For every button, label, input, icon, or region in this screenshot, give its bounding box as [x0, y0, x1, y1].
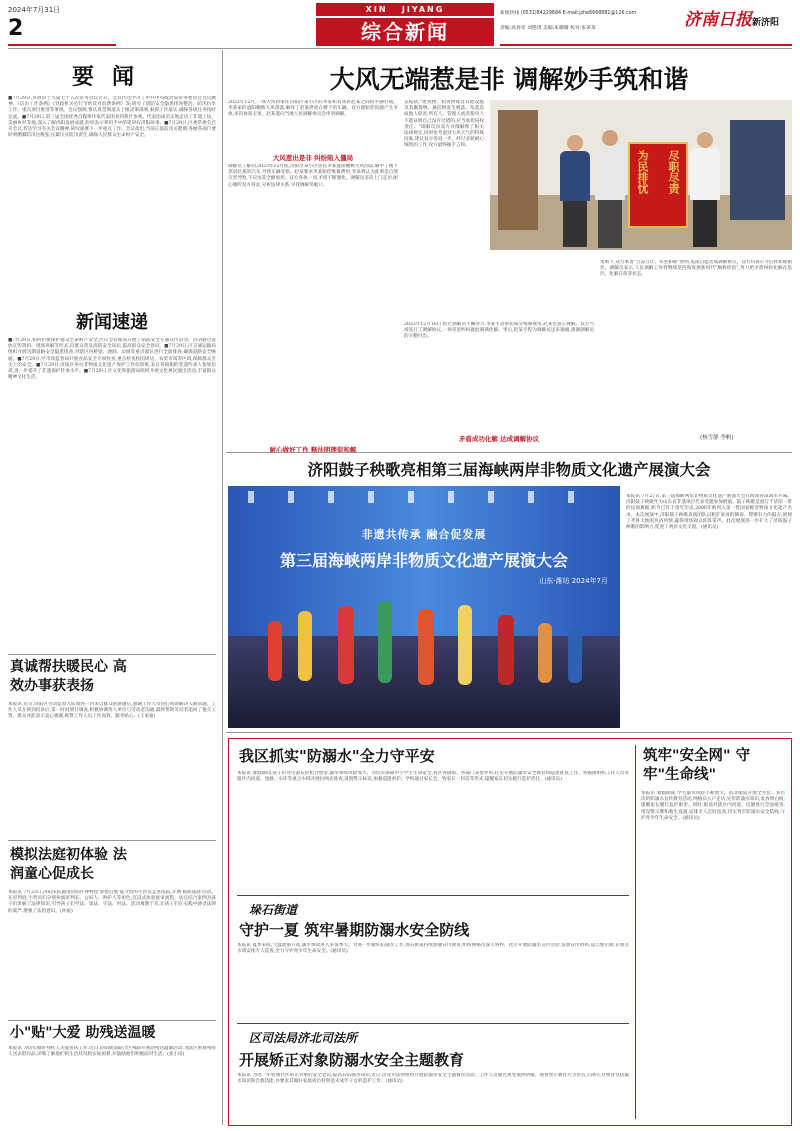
- fangni-text: 本报讯 暑假期间,孩子们外出游玩的机会增多,溺水事故风险加大。为切实保障中小学生生命安全,我区各镇街、各部门多措并举,扎实开展防溺水安全教育和隐患排查工作。各镇街组织工作人员对辖区内河道、池塘、水库等重点水域开展拉网式排查,设置警示标识,加强巡逻看护。学校通过家长会、致家长一封信等形式,提醒家长切实履行监护责任。(通讯员): [237, 771, 629, 783]
- main-divider-1: [226, 452, 792, 453]
- stage-lights: [248, 491, 600, 503]
- person-1: [560, 135, 590, 247]
- section-title: 综合新闻: [361, 20, 449, 44]
- fayuan-headline: 开展矫正对象防溺水安全主题教育: [239, 1051, 465, 1069]
- left-divider-3: [8, 1020, 216, 1021]
- left-divider-2: [8, 840, 216, 841]
- left-column: [8, 50, 216, 1125]
- yaowen-title: 要闻: [71, 64, 152, 90]
- stage-banner-top: 非遗共传承 融合促发展: [361, 528, 487, 541]
- page-number: 2: [8, 16, 24, 41]
- fayuan-text: 本报讯 为进一步加强社区矫正对象的安全意识,提高其防溺水知识,近日,济北司法所组织开展防溺水安全主题教育活动。工作人员通过典型案例讲解、观看警示教育片等形式,向矫正对象普及防溺水知识和自救技能,并要求其做好家庭成员特别是未成年子女的监护工作。(通讯员): [237, 1073, 629, 1085]
- article-author: (杨雪静 李帆): [700, 435, 734, 441]
- article-text-1: 2023年12月,一场大风将家住济阳区某小区的李某和其邻居赵某之间的平静打破。李某家的遮阳棚被大风刮落,砸坏了赵某停放在楼下的车辆。双方就赔偿问题产生争执,多次协商无果。赵某遂向当地人民调解委员会申请调解。: [228, 100, 398, 118]
- mediation-photo: [490, 100, 792, 250]
- right-headline: 筑牢"安全网" 守牢"生命线": [643, 748, 751, 783]
- jiedao-text: 本报讯 夏季来临,气温逐渐升高,溺水事故进入多发季节。为进一步做好防溺水工作,垛石街道持续加强宣传教育,组织网格员深入各村、社区开展防溺水宣传活动,发放宣传资料,设立警示牌,在重点水域安排专人巡查,全力守护青少年生命安全。(通讯员): [237, 943, 629, 955]
- main-divider-2: [226, 732, 792, 733]
- header-xin: XIN: [365, 5, 388, 14]
- xiaotie-text: 本报讯 为切实做好残疾人关爱帮扶工作,近日,济阳街道联合区残联开展助残送温暖活动,为辖区困难残疾人送去慰问品,详细了解他们的生活状况和实际困难,并鼓励他们积极面对生活。(张小雨): [8, 1046, 216, 1058]
- fayuan-label: 区司法局济北司法所: [249, 1031, 358, 1045]
- sub-heading-3: 矛盾成功化解 达成调解协议: [458, 435, 540, 443]
- stage-banner-main: 第三届海峡两岸非物质文化遗产展演大会: [279, 551, 568, 570]
- header-hotline: 新闻热线 (0531)84229684 E-mail:jzhe6668881@126.com: [500, 11, 637, 16]
- dancer-group: [268, 601, 588, 701]
- silk-banner: [628, 142, 688, 228]
- jiedao-label: 垛石街道: [249, 903, 298, 917]
- stage-banner-date: 山东·潍坊 2024年7月: [539, 577, 608, 585]
- masthead-title: 济南日报: [684, 10, 752, 30]
- left-divider-1: [8, 654, 216, 655]
- column-separator: [222, 50, 223, 1125]
- header-editors: 责编:高春荣 刘艳琪 美编:朱珊珊 校对:张莱莱: [500, 26, 596, 31]
- main-headline: 大风无端惹是非 调解妙手筑和谐: [329, 65, 689, 94]
- header-en-title: [316, 3, 494, 16]
- masthead-sub: 新济阳: [752, 18, 780, 28]
- article-text-5: 帮助下,双方本着"互谅互让、邻里和睦"原则,依法自愿达成调解协议。双方均表示今后将和睦相处。调解员表示,人民调解工作将继续坚持和发展新时代"枫桥经验",努力把矛盾纠纷化解在基层、化解在萌芽状态。: [600, 260, 792, 278]
- banner-left-text: 尽职尽责: [667, 150, 680, 194]
- moni-text: 本报讯 7月23日,济阳法院邀请济阳区博物馆'梦想启航'夏令营的小营员走进法院,开展'模拟法庭'活动。在审判庭,小营员们分别扮演审判长、公诉人、辩护人等角色,沉浸式体验庭审流程。法官结合案例为孩子们讲解了法律知识,引导孩子们学法、知法、守法、用法。活动寓教于乐,让孩子们在实践中感受法律的威严,增强了法治意识。(孙振): [8, 890, 216, 914]
- header-left-rule: [8, 44, 116, 46]
- person-3: [690, 132, 720, 247]
- stage-photo: [228, 486, 620, 728]
- ie-text: 本报讯 7月27日,第三届海峡两岸非物质文化遗产展演大会在海南省琼海市开幕。济阳鼓子秧歌作为山东省非遗项目代表受邀参加展演。鼓子秧歌是流行于济阳一带的民间舞蹈,距今已有千余年历史,2006年被列入第一批国家级非物质文化遗产名录。本次展演中,济阳鼓子秧歌表演团队以粗犷豪放的舞姿、铿锵有力的鼓点,展现了齐鲁大地的民俗风情,赢得现场观众阵阵掌声。此次展演进一步扩大了济阳鼓子秧歌的影响力,促进了两岸文化交流。(通讯员): [626, 494, 792, 531]
- box-vertical-divider: [635, 745, 636, 1119]
- yaowen-text: ■7月29日,区政府十九届七十五次常务会议召开。会议传达学习了中共中央政治局常务委员会会议精神、《信访工作条例》《党政机关厉行节约反对浪费条例》等;研究了消防安全隐患排查整治、防汛抗旱工作、重点项目推进等事项。会议强调,要认真贯彻落实上级决策部署,狠抓工作落实,确保各项任务按时完成。■7月29日,第三届全国优秀自媒体作家代表团来到我区参观。代表团成员实地走访了非遗工坊、美丽乡村等地,深入了解济阳发展成就,纷纷表示将用手中的笔讲好济阳故事。■7月29日,区委常委会召开会议,传达学习有关会议精神,研究部署下一步重点工作。会议指出,当前正值防汛关键期,各级各部门要时刻绷紧防汛这根弦,压紧压实防汛责任,确保人民群众生命财产安全。: [8, 96, 216, 139]
- fangni-headline: 我区抓实"防溺水"全力守平安: [239, 747, 435, 765]
- sub-heading-2: 耐心做好工作 释法明理促和解: [269, 446, 357, 454]
- sub-heading-1: 大风惹出是非 纠纷陷入僵局: [272, 154, 354, 162]
- xiaotie-title: 小"贴"大爱 助残送温暖: [10, 1025, 156, 1041]
- section-banner: [316, 18, 494, 46]
- news-title: 新闻速递: [76, 312, 148, 333]
- box-divider-2: [237, 1023, 629, 1024]
- moni-title: 模拟法庭初体验 法润童心促成长: [10, 847, 127, 882]
- header-date: 2024年7月31日: [8, 6, 61, 14]
- header-jiyang: JIYANG: [401, 5, 445, 14]
- banner-right-text: 为民排忧: [636, 150, 649, 194]
- header-right-rule: [500, 44, 792, 46]
- masthead: [684, 5, 796, 30]
- header-underline: [8, 48, 792, 49]
- article-text-3: 美赔款,"建筑物、构筑物或者其他设施及其搁置物、悬挂物发生脱落、坠落造成他人损害,所有人、管理人或者使用人不能证明自己没有过错的,应当承担侵权责任。"调解员向双方详细解释了相关法律规定,同时也考虑到大风天气的特殊因素,建议双方各退一步。经过多轮耐心细致的工作,双方最终握手言和。: [404, 100, 484, 149]
- article-text-4: 2023年12月16日,经过调解员不懈努力,李某主动承担部分维修费用,赵某也表示理解。双方当场签订了调解协议,一场邻里纠纷就此圆满化解。事后,赵某专程为调解员送来锦旗,感谢调解员的辛勤付出。: [404, 322, 594, 340]
- safety-box: [228, 738, 792, 1126]
- article-text-2: 调解员了解到,2023年12月底,济阳区某小区居民李某遮阳棚被大风刮落,砸中了楼下邻居赵某的汽车,导致车辆受损。赵某要求李某赔偿维修费用,李某则认为此事是自然灾害导致,不应由其全额承担。双方各执一词,矛盾不断激化。调解员多次上门走访,耐心倾听双方诉求,分析法律关系,寻找调解突破口。: [228, 164, 398, 188]
- person-2: [595, 130, 625, 248]
- jiedao-headline: 守护一夏 筑牢暑期防溺水安全防线: [239, 921, 470, 939]
- right-text: 本报讯 暑假期间,学生溺水风险不断增大。济北街道开展全方位、多层次的防溺水宣传教育活动,网格员入户走访,宣传防溺水知识,发放明白纸,提醒家长履行监护职责。同时,街道对辖区内河道、坑塘进行全面排查,增设警示牌和救生设施,安排专人定时巡查,切实筑牢防溺水安全防线,守护青少年生命安全。(通讯员): [641, 791, 785, 821]
- news-text: ■7月29日,如何护航保护群众生命财产安全,区应急管理局开展了消防安全专题宣传活动。活动通过发放宣传资料、现场讲解等形式,向群众普及消防安全知识,提高群众安全意识。■7月29日,区交通运输局组织开展汛期道路安全隐患排查,对辖区内桥梁、涵洞、边坡等重点部位进行全面排查,确保道路安全畅通。■7月29日,区市场监管局开展食品安全专项检查,重点检查校园周边、农贸市场等区域,保障群众舌尖上的安全。■7月29日,济阳区举办非物质文化遗产保护工作培训班,来自各镇街的非遗传承人参加培训,进一步提升了非遗保护传承水平。■7月29日,区文化和旅游局组织开展文化惠民演出活动,丰富群众精神文化生活。: [8, 338, 216, 381]
- box-divider-1: [237, 895, 629, 896]
- photo-door: [498, 110, 538, 230]
- zhencheng-text: 本报讯 近日,济阳区劳动监察大队收到一封来自群众的感谢信,感谢工作人员热心帮助解决欠薪问题。工作人员在接到投诉后,第一时间展开调查,积极协调用人单位与劳动者沟通,最终帮助劳动者追回了拖欠工资。群众对此表示衷心感谢,称赞工作人员工作高效、服务贴心。(王家豪): [8, 702, 216, 720]
- photo-cabinet: [730, 120, 785, 220]
- ie-headline: 济阳鼓子秧歌亮相第三届海峡两岸非物质文化遗产展演大会: [307, 460, 711, 479]
- zhencheng-title: 真诚帮扶暖民心 高效办事获表扬: [10, 659, 127, 694]
